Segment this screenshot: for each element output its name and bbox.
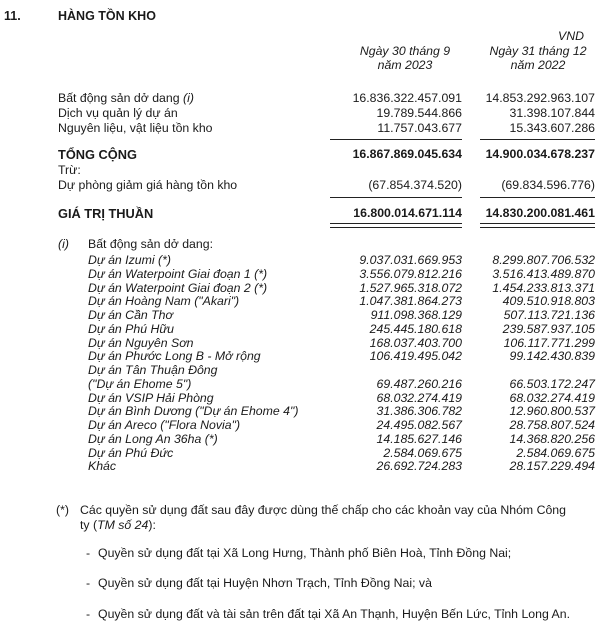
- project-value-2022: 14.368.820.256: [509, 431, 595, 446]
- project-row: [0, 253, 603, 267]
- total-value-2023: 16.867.869.045.634: [352, 147, 462, 161]
- project-value-2022: 106.117.771.299: [503, 335, 595, 350]
- total-value-2022: 14.900.034.678.237: [485, 147, 595, 161]
- column-header-1: [330, 44, 480, 72]
- detail-title: Bất động sản dở dang:: [88, 237, 213, 251]
- project-value-2023: 911.098.368.129: [370, 308, 462, 322]
- less-label: Trừ:: [58, 163, 81, 177]
- project-value-2023: 168.037.403.700: [369, 335, 462, 350]
- project-name: ("Dự án Ehome 5"): [88, 376, 192, 391]
- project-row: [0, 432, 603, 446]
- total-row: [0, 147, 603, 161]
- bullet-item: Quyền sử dụng đất và tài sản trên đất tại Xã An Thạnh, Huyện Bến Lức, Tỉnh Long An.: [98, 607, 570, 621]
- row-value-2022: 31.398.107.844: [509, 106, 595, 120]
- total-label: TỔNG CỘNG: [58, 147, 137, 162]
- project-value-2023: 31.386.306.782: [376, 404, 462, 419]
- net-double-rule: [480, 223, 595, 228]
- column-header-2-line1: Ngày 31 tháng 12: [489, 44, 587, 58]
- project-value-2022: 2.584.069.675: [516, 445, 595, 460]
- section-title: HÀNG TỒN KHO: [58, 9, 156, 23]
- project-row: [0, 267, 603, 281]
- project-value-2022: 239.587.937.105: [502, 321, 595, 336]
- project-name: Dự án Hoàng Nam ("Akari"): [88, 294, 240, 309]
- project-value-2023: 1.047.381.864.273: [359, 294, 462, 309]
- bullet-dash: -: [86, 607, 91, 621]
- project-name: Dự án Waterpoint Giai đoạn 2 (*): [88, 280, 268, 295]
- subtotal-rule: [480, 139, 595, 140]
- provision-label: Dự phòng giảm giá hàng tồn kho: [58, 178, 238, 192]
- detail-header: [0, 237, 603, 251]
- project-row: [0, 308, 603, 322]
- project-value-2022: 3.516.413.489.870: [492, 266, 595, 281]
- project-value-2023: 68.032.274.419: [376, 390, 462, 405]
- net-label: GIÁ TRỊ THUẦN: [58, 206, 154, 221]
- bullet-item: Quyền sử dụng đất tại Huyện Nhơn Trạch, Tỉnh Đồng Nai; và: [98, 576, 432, 590]
- project-name: Khác: [88, 459, 117, 474]
- project-name: Dự án Tân Thuận Đông: [88, 363, 218, 377]
- row-value-2023: 11.757.043.677: [377, 121, 462, 135]
- project-value-2023: 3.556.079.812.216: [359, 266, 462, 281]
- provision-value-2023: (67.854.374.520): [368, 178, 462, 192]
- bullet-dash: -: [86, 576, 91, 590]
- project-value-2022: 12.960.800.537: [509, 404, 595, 419]
- project-row: [0, 281, 603, 295]
- project-row: [0, 459, 603, 473]
- footnote-text-line2: ty (TM số 24):: [80, 518, 156, 532]
- project-row: [0, 404, 603, 418]
- project-name: Dự án Phú Đức: [88, 445, 174, 460]
- project-row: [0, 336, 603, 350]
- project-name: Dự án Izumi (*): [88, 253, 171, 267]
- project-name: Dự án Cần Thơ: [88, 308, 173, 322]
- inventory-row: [0, 91, 603, 105]
- project-value-2023: 14.185.627.146: [376, 431, 462, 446]
- provision-row: [0, 178, 603, 192]
- project-name: Dự án Waterpoint Giai đoạn 1 (*): [88, 266, 268, 281]
- project-value-2023: 9.037.031.669.953: [359, 253, 462, 267]
- column-header-2: [478, 44, 598, 72]
- project-row: [0, 363, 603, 377]
- inventory-row: [0, 106, 603, 120]
- row-label: Bất động sản dở dang (i): [58, 91, 194, 105]
- row-label: Dịch vụ quản lý dự án: [58, 106, 178, 120]
- project-name: Dự án Long An 36ha (*): [88, 431, 218, 446]
- section-number: 11.: [4, 9, 21, 23]
- net-rule: [480, 197, 595, 198]
- project-row: [0, 446, 603, 460]
- net-double-rule: [330, 223, 462, 228]
- net-value-2023: 16.800.014.671.114: [353, 206, 462, 220]
- project-value-2022: 409.510.918.803: [502, 294, 595, 309]
- project-row: [0, 377, 603, 391]
- currency-label: VND: [558, 29, 584, 43]
- project-value-2022: 99.142.430.839: [509, 349, 595, 364]
- project-value-2022: 66.503.172.247: [509, 376, 595, 391]
- project-row: [0, 294, 603, 308]
- row-value-2022: 15.343.607.286: [509, 121, 595, 135]
- project-name: Dự án VSIP Hải Phòng: [88, 390, 214, 405]
- project-name: Dự án Phú Hữu: [88, 321, 174, 336]
- project-row: [0, 418, 603, 432]
- project-value-2022: 8.299.807.706.532: [492, 253, 595, 267]
- project-row: [0, 391, 603, 405]
- net-value-2022: 14.830.200.081.461: [485, 206, 595, 220]
- project-value-2022: 28.157.229.494: [509, 459, 595, 474]
- inventory-row: [0, 121, 603, 135]
- project-name: Dự án Phước Long B - Mở rộng: [88, 349, 261, 364]
- detail-marker: (i): [58, 237, 69, 251]
- subtotal-rule: [330, 139, 462, 140]
- row-value-2023: 19.789.544.866: [376, 106, 462, 120]
- bullet-item: Quyền sử dụng đất tại Xã Long Hưng, Thành phố Biên Hoà, Tỉnh Đồng Nai;: [98, 546, 512, 560]
- row-value-2022: 14.853.292.963.107: [485, 91, 595, 105]
- project-value-2023: 26.692.724.283: [376, 459, 462, 474]
- project-name: Dự án Nguyên Sơn: [88, 335, 194, 350]
- project-value-2023: 2.584.069.675: [383, 445, 462, 460]
- project-name: Dự án Areco ("Flora Novia"): [88, 418, 241, 432]
- project-value-2023: 245.445.180.618: [369, 321, 462, 336]
- project-value-2022: 507.113.721.136: [503, 308, 595, 322]
- project-value-2022: 1.454.233.813.371: [492, 280, 595, 295]
- provision-value-2022: (69.834.596.776): [501, 178, 595, 192]
- net-rule: [330, 197, 462, 198]
- net-row: [0, 206, 603, 220]
- project-value-2023: 24.495.082.567: [376, 418, 462, 432]
- bullet-dash: -: [86, 546, 91, 560]
- footnote-marker: (*): [56, 503, 69, 517]
- row-label: Nguyên liệu, vật liệu tồn kho: [58, 121, 213, 135]
- column-header-1-line1: Ngày 30 tháng 9: [359, 44, 451, 58]
- project-value-2023: 106.419.495.042: [369, 349, 462, 364]
- project-name: Dự án Bình Dương ("Dự án Ehome 4"): [88, 404, 299, 419]
- project-value-2022: 28.758.807.524: [509, 418, 595, 432]
- row-value-2023: 16.836.322.457.091: [352, 91, 462, 105]
- project-value-2023: 69.487.260.216: [376, 376, 462, 391]
- project-value-2022: 68.032.274.419: [509, 390, 595, 405]
- project-value-2023: 1.527.965.318.072: [359, 280, 462, 295]
- less-row: [0, 163, 603, 177]
- project-row: [0, 349, 603, 363]
- column-header-2-line2: năm 2022: [510, 58, 566, 72]
- project-row: [0, 322, 603, 336]
- footnote-text-line1: Các quyền sử dụng đất sau đây được dùng thế chấp cho các khoản vay của Nhóm Công: [80, 503, 566, 517]
- column-header-1-line2: năm 2023: [377, 58, 433, 72]
